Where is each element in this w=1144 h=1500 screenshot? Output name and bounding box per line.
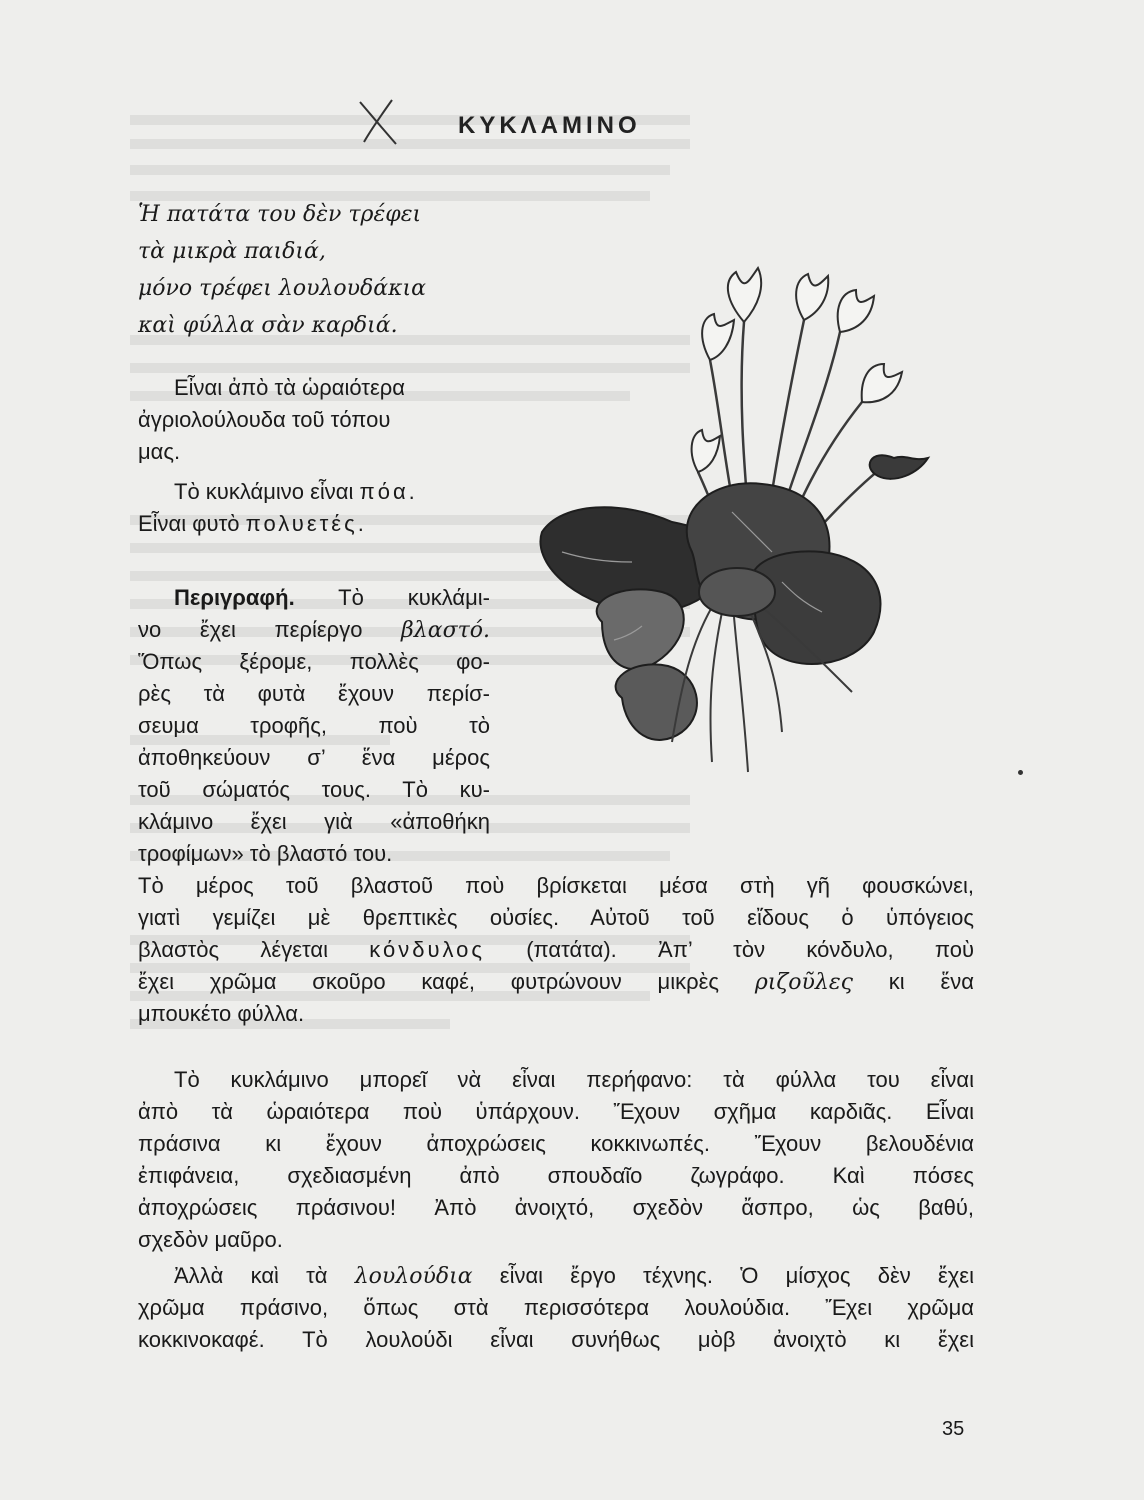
text-line: σευμα τροφῆς, ποὺ τὸ bbox=[138, 713, 490, 738]
text-line bbox=[138, 1260, 974, 1292]
poem-line: Ἡ πατάτα του δὲν τρέφει bbox=[138, 202, 422, 227]
description-continuation bbox=[138, 870, 974, 1030]
text-line: ρὲς τὰ φυτὰ ἔχουν περίσ- bbox=[138, 681, 490, 706]
poem-line: καὶ φύλλα σὰν καρδιά. bbox=[138, 313, 398, 338]
cyclamen-illustration bbox=[522, 262, 952, 782]
text-line: μπουκέτο φύλλα. bbox=[138, 1001, 305, 1026]
poem bbox=[138, 196, 498, 344]
text-line: τοῦ σώματός τους. Τὸ κυ- bbox=[138, 777, 490, 802]
scan-speck bbox=[1018, 770, 1023, 775]
text-line: μας. bbox=[138, 439, 181, 464]
text-run: κι ἕνα bbox=[853, 969, 974, 994]
text-run: Τὸ κυκλάμινο εἶναι bbox=[174, 479, 360, 504]
intro-paragraph bbox=[138, 372, 490, 468]
italic-term: βλαστό. bbox=[401, 618, 490, 643]
text-line: ἐπιφάνεια, σχεδιασμένη ἀπὸ σπουδαῖο ζωγράφο. Καὶ πόσες bbox=[138, 1163, 974, 1188]
text-line: Εἶναι ἀπὸ τὰ ὡραιότερα bbox=[174, 375, 405, 400]
text-run: βλαστὸς λέγεται bbox=[138, 937, 370, 962]
intro-classification bbox=[138, 476, 490, 540]
poem-line: τὰ μικρὰ παιδιά, bbox=[138, 239, 326, 264]
text-line: τροφίμων» τὸ βλαστό του. bbox=[138, 841, 393, 866]
text-line: ἀγριολούλουδα τοῦ τόπου bbox=[138, 407, 391, 432]
text-line: ἀπὸ τὰ ὡραιότερα ποὺ ὑπάρχουν. Ἔχουν σχῆμα καρδιᾶς. Εἶναι bbox=[138, 1099, 974, 1124]
leaves-paragraph bbox=[138, 1064, 974, 1256]
text-line bbox=[138, 966, 974, 998]
description-paragraph bbox=[138, 582, 490, 870]
text-run: Τὸ κυκλάμι- bbox=[294, 585, 490, 610]
text-run: (πατάτα). Ἀπ’ τὸν κόνδυλο, ποὺ bbox=[484, 937, 974, 962]
flowers-paragraph bbox=[138, 1260, 974, 1356]
text-run: εἶναι ἔργο τέχνης. Ὁ μίσχος δὲν ἔχει bbox=[472, 1263, 974, 1288]
text-line bbox=[138, 582, 490, 614]
text-line: Τὸ μέρος τοῦ βλαστοῦ ποὺ βρίσκεται μέσα στὴ γῆ φουσκώνει, bbox=[138, 873, 974, 898]
spaced-term: κόνδυλος bbox=[369, 937, 485, 962]
text-line: Τὸ κυκλάμινο μπορεῖ νὰ εἶναι περήφανο: τὰ φύλλα του εἶναι bbox=[174, 1067, 974, 1092]
section-heading: Περιγραφή. bbox=[174, 585, 295, 610]
text-line bbox=[138, 476, 490, 508]
spaced-term: πολυετές. bbox=[245, 511, 367, 536]
text-run: νο ἔχει περίεργο bbox=[138, 617, 402, 642]
text-line: ἀποθηκεύουν σ’ ἕνα μέρος bbox=[138, 745, 490, 770]
text-line: πράσινα κι ἔχουν ἀποχρώσεις κοκκινωπές. Ἔχουν βελουδένια bbox=[138, 1131, 974, 1156]
text-run: Εἶναι φυτὸ bbox=[138, 511, 246, 536]
text-line: Ὅπως ξέρομε, πολλὲς φο- bbox=[138, 649, 490, 674]
tuber bbox=[699, 568, 775, 616]
text-line bbox=[138, 508, 490, 540]
spaced-term: πόα. bbox=[359, 479, 418, 504]
poem-line: μόνο τρέφει λουλουδάκια bbox=[138, 276, 427, 301]
page-title: ΚΥΚΛΑΜΙΝΟ bbox=[458, 112, 641, 139]
handwritten-x-mark-icon bbox=[352, 96, 404, 148]
italic-term: λουλούδια bbox=[354, 1264, 473, 1289]
text-line: χρῶμα πράσινο, ὅπως στὰ περισσότερα λουλούδια. Ἔχει χρῶμα bbox=[138, 1295, 974, 1320]
text-line: ἀποχρώσεις πράσινου! Ἀπὸ ἀνοιχτό, σχεδὸν ἄσπρο, ὡς βαθύ, bbox=[138, 1195, 974, 1220]
text-line: κοκκινοκαφέ. Τὸ λουλούδι εἶναι συνήθως μὸβ ἀνοιχτὸ κι ἔχει bbox=[138, 1327, 974, 1352]
page-number: 35 bbox=[942, 1418, 965, 1440]
text-line: γιατὶ γεμίζει μὲ θρεπτικὲς οὐσίες. Αὐτοῦ τοῦ εἴδους ὁ ὑπόγειος bbox=[138, 905, 974, 930]
text-line: σχεδὸν μαῦρο. bbox=[138, 1227, 283, 1252]
text-line bbox=[138, 934, 974, 966]
text-line bbox=[138, 614, 490, 646]
italic-term: ριζοῦλες bbox=[754, 970, 853, 995]
text-line: κλάμινο ἔχει γιὰ «ἀποθήκη bbox=[138, 809, 490, 834]
text-run: ἔχει χρῶμα σκοῦρο καφέ, φυτρώνουν μικρὲς bbox=[138, 969, 755, 994]
text-run: Ἀλλὰ καὶ τὰ bbox=[174, 1263, 355, 1288]
